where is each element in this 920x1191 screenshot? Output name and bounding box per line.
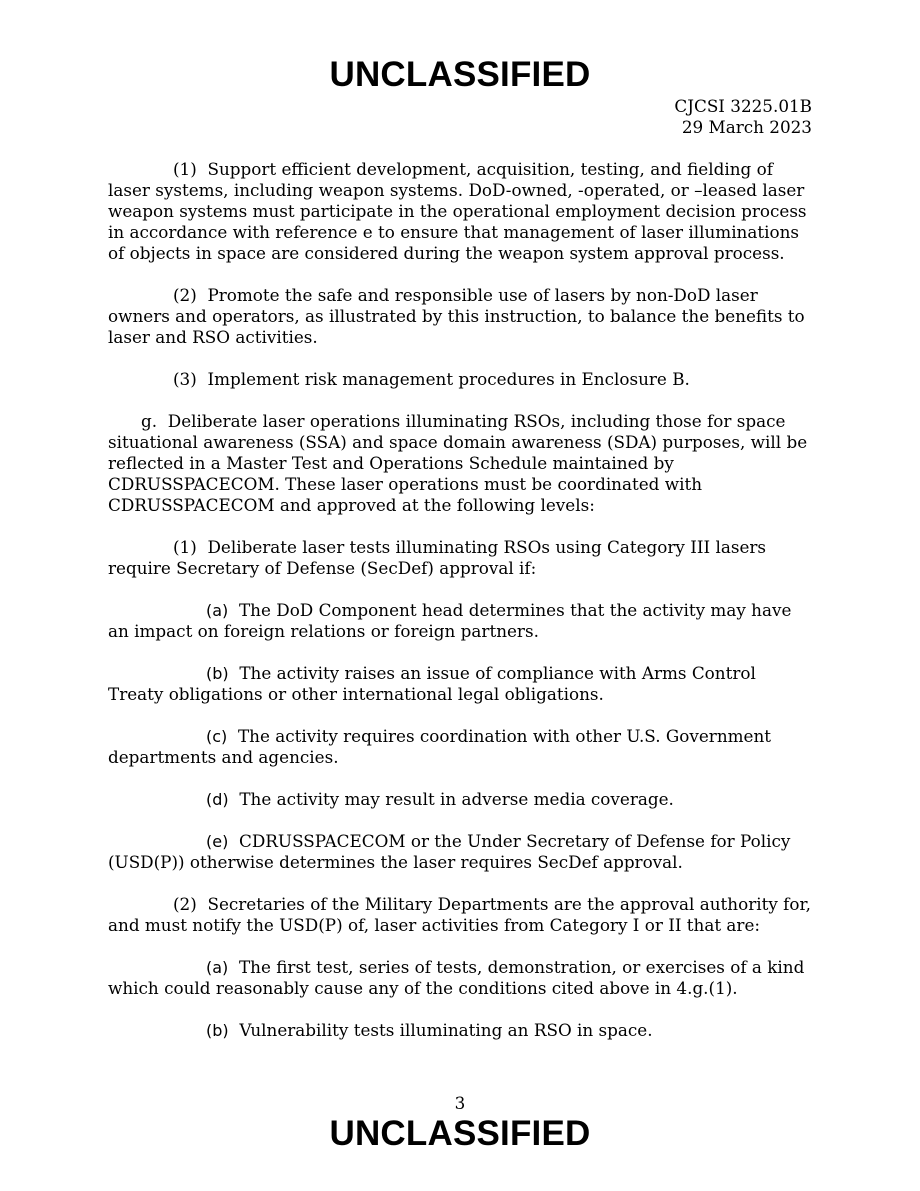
paragraph-text: Deliberate laser operations illuminating RSOs, including those for space situational awareness (SSA) and space domain awareness (SDA) purposes, will be reflected in a Master Test and Operations Schedule maintained by CDRUSSPACECOM. These laser operations must be coordinated with CDRUSSPACECOM and approved at the following levels:	[108, 411, 808, 515]
paragraph-text: The DoD Component head determines that the activity may have an impact on foreign relations or foreign partners.	[108, 600, 792, 641]
paragraph-g-1-b	[108, 663, 814, 705]
paragraph-text: Vulnerability tests illuminating an RSO in space.	[239, 1020, 653, 1040]
paragraph-text: The first test, series of tests, demonstration, or exercises of a kind which could reasonably cause any of the conditions cited above in 4.g.(1).	[108, 957, 805, 998]
paragraph-g-1-d	[108, 789, 814, 810]
paragraph-g-2	[108, 894, 814, 936]
paragraph-marker: (2)	[173, 285, 197, 305]
paragraph-marker: (a)	[206, 601, 229, 620]
paragraph-marker: (e)	[206, 832, 229, 851]
paragraph-text: CDRUSSPACECOM or the Under Secretary of Defense for Policy (USD(P)) otherwise determines the laser requires SecDef approval.	[108, 831, 791, 872]
paragraph-marker: (d)	[206, 790, 229, 809]
paragraph-text: The activity raises an issue of compliance with Arms Control Treaty obligations or other international legal obligations.	[108, 663, 756, 704]
paragraph-text: Deliberate laser tests illuminating RSOs using Category III lasers require Secretary of Defense (SecDef) approval if:	[108, 537, 767, 578]
paragraph-f-3	[108, 369, 814, 390]
page-number: 3	[454, 1093, 466, 1113]
paragraph-marker: (1)	[173, 537, 197, 557]
paragraph-g-2-b	[108, 1020, 814, 1041]
document-number: CJCSI 3225.01B	[674, 96, 812, 116]
paragraph-marker: (b)	[206, 664, 229, 683]
paragraph-marker: (a)	[206, 958, 229, 977]
paragraph-g	[108, 411, 814, 516]
paragraph-g-1-a	[108, 600, 814, 642]
paragraph-f-2	[108, 285, 814, 348]
paragraph-text: The activity may result in adverse media coverage.	[239, 789, 674, 809]
paragraph-marker: (3)	[173, 369, 197, 389]
paragraph-g-2-a	[108, 957, 814, 999]
paragraph-marker: (2)	[173, 894, 197, 914]
paragraph-text: Implement risk management procedures in Enclosure B.	[207, 369, 690, 389]
paragraph-marker: (1)	[173, 159, 197, 179]
paragraph-text: Secretaries of the Military Departments are the approval authority for, and must notify the USD(P) of, laser activities from Category I or II that are:	[108, 894, 811, 935]
paragraph-marker: g.	[141, 411, 158, 431]
document-body	[108, 159, 814, 1062]
paragraph-g-1-e	[108, 831, 814, 873]
classification-banner-top: UNCLASSIFIED	[329, 55, 591, 94]
paragraph-text: Support efficient development, acquisition, testing, and fielding of laser systems, including weapon systems. DoD-owned, -operated, or –leased laser weapon systems must participate in the operational employment decision process in accordance with reference e to ensure that management of laser illuminations of objects in space are considered during the weapon system approval process.	[108, 159, 807, 263]
paragraph-marker: (b)	[206, 1021, 229, 1040]
paragraph-text: The activity requires coordination with other U.S. Government departments and agencies.	[108, 726, 772, 767]
paragraph-marker: (c)	[206, 727, 228, 746]
paragraph-text: Promote the safe and responsible use of lasers by non-DoD laser owners and operators, as illustrated by this instruction, to balance the benefits to laser and RSO activities.	[108, 285, 805, 347]
classification-banner-bottom: UNCLASSIFIED	[329, 1114, 591, 1153]
paragraph-g-1	[108, 537, 814, 579]
document-date: 29 March 2023	[681, 117, 812, 137]
document-reference	[674, 96, 812, 138]
paragraph-f-1	[108, 159, 814, 264]
paragraph-g-1-c	[108, 726, 814, 768]
